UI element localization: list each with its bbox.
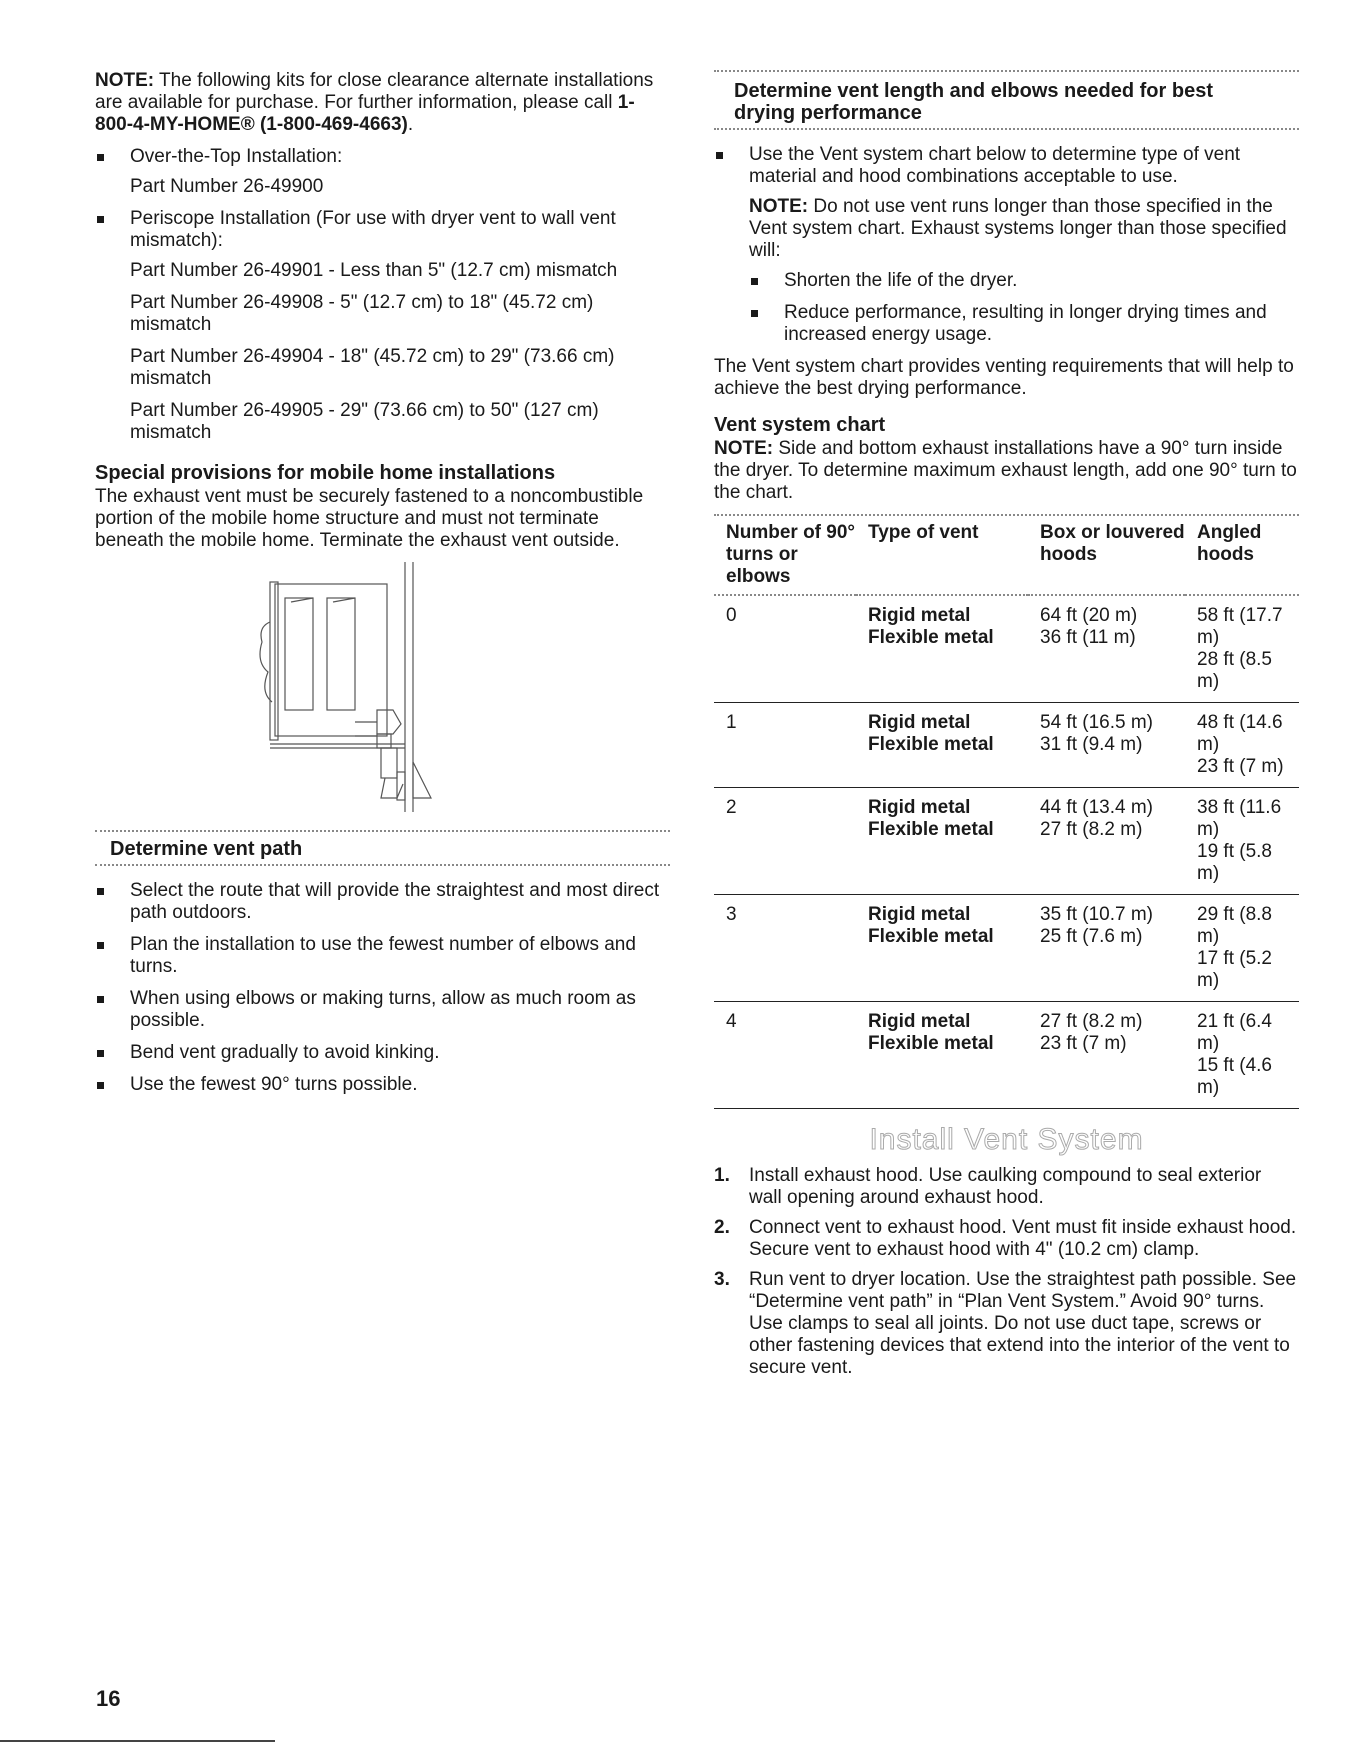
- table-cell: 21 ft (6.4 m) 15 ft (4.6 m): [1185, 1002, 1299, 1109]
- table-cell: Rigid metal Flexible metal: [856, 703, 1028, 788]
- table-row: [714, 1002, 1299, 1109]
- table-cell: Rigid metal Flexible metal: [856, 788, 1028, 895]
- install-vent-title: Install Vent System: [869, 1123, 1144, 1156]
- table-row: [714, 703, 1299, 788]
- table-header: Angled hoods: [1197, 522, 1262, 565]
- vent-chart-heading: Vent system chart: [714, 414, 886, 436]
- divider: [714, 128, 1299, 130]
- table-row: [714, 895, 1299, 1002]
- table-row: [714, 788, 1299, 895]
- table-cell: Rigid metal Flexible metal: [856, 1002, 1028, 1109]
- table-cell: Rigid metal Flexible metal: [856, 595, 1028, 703]
- dryer-venting-illustration: [95, 562, 670, 812]
- kits-note: NOTE: The following kits for close clearance alternate installations are available for purchase. For further information, please call 1-800-4-MY-HOME® (1-800-469-4663).: [95, 70, 654, 135]
- list-item: Periscope Installation (For use with dryer vent to wall vent mismatch): Part Number 26-49901 - Less than 5" (12.7 cm) mismatch Part Number 26-49908 - 5" (12.7 cm) to 18" (45.72 cm) mismatch Part Number 26-49904 - 18" (45.72 cm) to 29" (73.66 cm) mismatch Part Number 26-49905 - 29" (73.66 cm) to 50" (127 cm) mismatch: [95, 208, 670, 444]
- table-cell: 48 ft (14.6 m) 23 ft (7 m): [1185, 703, 1299, 788]
- vent-path-list: [95, 880, 670, 1096]
- table-cell: 27 ft (8.2 m) 23 ft (7 m): [1028, 1002, 1185, 1109]
- table-cell: 1: [714, 703, 856, 788]
- list-item: Bend vent gradually to avoid kinking.: [95, 1042, 670, 1064]
- vent-note: NOTE: Do not use vent runs longer than those specified in the Vent system chart. Exhaust systems longer than those specified will:: [749, 196, 1287, 261]
- vent-path-title: Determine vent path: [110, 838, 303, 860]
- page-number: 16: [96, 1686, 121, 1711]
- list-item: 3. Run vent to dryer location. Use the straightest path possible. See “Determine vent path” in “Plan Vent System.” Avoid 90° turns. Use clamps to seal all joints. Do not use duct tape, screws or other fastening devices that extend into the interior of the vent to secure vent.: [714, 1269, 1297, 1378]
- table-cell: Rigid metal Flexible metal: [856, 895, 1028, 1002]
- list-item: Over-the-Top Installation: Part Number 26-49900: [95, 146, 670, 198]
- footer-rule: [0, 1740, 275, 1742]
- vent-system-table: [714, 516, 1299, 1109]
- table-cell: 38 ft (11.6 m) 19 ft (5.8 m): [1185, 788, 1299, 895]
- table-row: [714, 595, 1299, 703]
- list-item: Use the fewest 90° turns possible.: [95, 1074, 670, 1096]
- table-header: Number of 90° turns or elbows: [726, 522, 856, 587]
- table-cell: 4: [714, 1002, 856, 1109]
- list-item: 2. Connect vent to exhaust hood. Vent must fit inside exhaust hood. Secure vent to exhaust hood with 4" (10.2 cm) clamp.: [714, 1217, 1297, 1260]
- right-column: [714, 70, 1299, 1387]
- table-cell: 2: [714, 788, 856, 895]
- kits-list: [95, 146, 670, 444]
- list-item: Shorten the life of the dryer.: [749, 270, 1299, 292]
- list-item: Plan the installation to use the fewest number of elbows and turns.: [95, 934, 670, 978]
- vent-length-title: Determine vent length and elbows needed for best drying performance: [734, 80, 1213, 124]
- chart-note: NOTE: Side and bottom exhaust installations have a 90° turn inside the dryer. To determine maximum exhaust length, add one 90° turn to the chart.: [714, 438, 1297, 503]
- divider: [95, 864, 670, 866]
- table-cell: 44 ft (13.4 m) 27 ft (8.2 m): [1028, 788, 1185, 895]
- mobile-home-text: The exhaust vent must be securely fastened to a noncombustible portion of the mobile home structure and must not terminate beneath the mobile home. Terminate the exhaust vent outside.: [95, 486, 644, 551]
- table-header: Type of vent: [868, 522, 979, 543]
- list-item: 1. Install exhaust hood. Use caulking compound to seal exterior wall opening around exhaust hood.: [714, 1165, 1262, 1208]
- left-column: [95, 70, 670, 1106]
- install-steps: [714, 1165, 1299, 1379]
- list-item: When using elbows or making turns, allow as much room as possible.: [95, 988, 670, 1032]
- table-cell: 58 ft (17.7 m) 28 ft (8.5 m): [1185, 595, 1299, 703]
- table-cell: 0: [714, 595, 856, 703]
- list-item: Reduce performance, resulting in longer drying times and increased energy usage.: [749, 302, 1299, 346]
- list-item: Use the Vent system chart below to determine type of vent material and hood combinations acceptable to use. NOTE: Do not use vent runs longer than those specified in the Vent system chart. Exhaust systems longer than those specified will: Shorten the life of the dryer. Reduce performance, resulting in longer drying times and increased energy usage.: [714, 144, 1299, 346]
- table-cell: 64 ft (20 m) 36 ft (11 m): [1028, 595, 1185, 703]
- table-header: Box or louvered hoods: [1040, 522, 1185, 565]
- mobile-home-heading: Special provisions for mobile home installations: [95, 462, 556, 484]
- table-cell: 29 ft (8.8 m) 17 ft (5.2 m): [1185, 895, 1299, 1002]
- table-cell: 3: [714, 895, 856, 1002]
- list-item: Select the route that will provide the straightest and most direct path outdoors.: [95, 880, 670, 924]
- chart-intro: The Vent system chart provides venting requirements that will help to achieve the best drying performance.: [714, 356, 1294, 399]
- table-cell: 35 ft (10.7 m) 25 ft (7.6 m): [1028, 895, 1185, 1002]
- table-cell: 54 ft (16.5 m) 31 ft (9.4 m): [1028, 703, 1185, 788]
- vent-length-list: [714, 144, 1299, 346]
